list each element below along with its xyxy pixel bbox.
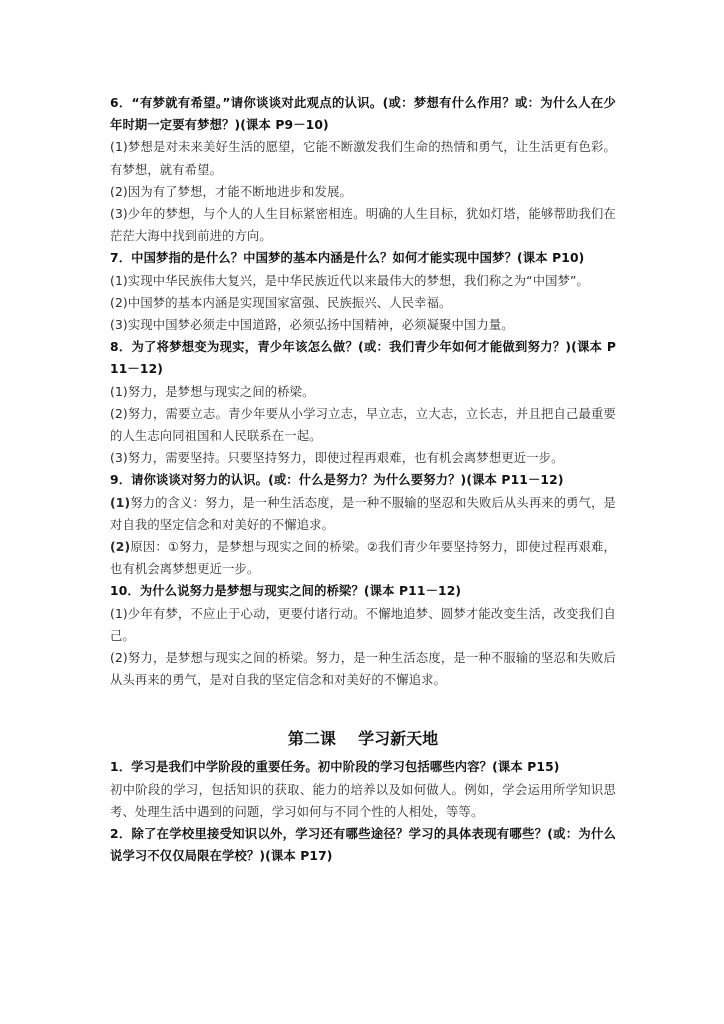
- question-heading: 6．“有梦就有希望。”请你谈谈对此观点的认识。(或：梦想有什么作用？或：为什么人在少年时期一定要有梦想？)(课本 P9－10): [110, 96, 616, 133]
- answer-paragraph: [110, 536, 616, 580]
- question-heading: 1．学习是我们中学阶段的重要任务。初中阶段的学习包括哪些内容？(课本 P15): [110, 760, 560, 775]
- document-content: [110, 92, 616, 868]
- answer-paragraph: (1)实现中华民族伟大复兴，是中华民族近代以来最伟大的梦想，我们称之为“中国梦”。: [110, 273, 589, 288]
- question-heading: 7．中国梦指的是什么？中国梦的基本内涵是什么？如何才能实现中国梦？(课本 P10): [110, 251, 585, 266]
- answer-paragraph: (2)因为有了梦想，才能不断地进步和发展。: [110, 184, 352, 199]
- answer-paragraph: (2)中国梦的基本内涵是实现国家富强、民族振兴、人民幸福。: [110, 295, 452, 310]
- section-spacer: [110, 691, 616, 726]
- answer-paragraph: (2)努力，是梦想与现实之间的桥梁。努力，是一种生活态度，是一种不服输的坚忍和失败后从头再来的勇气，是对自我的坚定信念和对美好的不懈追求。: [110, 651, 616, 688]
- answer-paragraph: (3)实现中国梦必须走中国道路，必须弘扬中国精神，必须凝聚中国力量。: [110, 318, 514, 333]
- question-heading: 2．除了在学校里接受知识以外，学习还有哪些途径？学习的具体表现有哪些？(或：为什么说学习不仅仅局限在学校？)(课本 P17): [110, 827, 616, 864]
- answer-paragraph: (1)梦想是对未来美好生活的愿望，它能不断激发我们生命的热情和勇气，让生活更有色彩。有梦想，就有希望。: [110, 140, 616, 177]
- question-heading: 10．为什么说努力是梦想与现实之间的桥梁？(课本 P11－12): [110, 584, 462, 599]
- answer-point-number: (2): [110, 540, 131, 555]
- answer-text: 努力的含义：努力，是一种生活态度，是一种不服输的坚忍和失败后从头再来的勇气，是对自我的坚定信念和对美好的不懈追求。: [110, 495, 616, 532]
- answer-text: 原因：①努力，是梦想与现实之间的桥梁。②我们青少年要坚持努力，即使过程再艰难，也有机会离梦想更近一步。: [110, 540, 616, 577]
- answer-point-number: (1): [110, 495, 131, 510]
- question-heading: 8．为了将梦想变为现实，青少年该怎么做？(或：我们青少年如何才能做到努力？)(课本 P11－12): [110, 340, 616, 377]
- answer-paragraph: 初中阶段的学习，包括知识的获取、能力的培养以及如何做人。例如，学会运用所学知识思考、处理生活中遇到的问题，学习如何与不同个性的人相处，等等。: [110, 782, 616, 819]
- answer-paragraph: (2)努力，需要立志。青少年要从小学习立志，早立志，立大志，立长志，并且把自己最重要的人生志向同祖国和人民联系在一起。: [110, 406, 616, 444]
- answer-paragraph: (1)努力，是梦想与现实之间的桥梁。: [110, 384, 315, 399]
- question-heading: 9．请你谈谈对努力的认识。(或：什么是努力？为什么要努力？)(课本 P11－12): [110, 473, 564, 488]
- answer-paragraph: [110, 492, 616, 536]
- answer-paragraph: (1)少年有梦，不应止于心动，更要付诸行动。不懈地追梦、圆梦才能改变生活，改变我们自己。: [110, 606, 616, 643]
- lesson-heading: 第二课 学习新天地: [287, 729, 439, 749]
- answer-paragraph: (3)努力，需要坚持。只要坚持努力，即使过程再艰难，也有机会离梦想更近一步。: [110, 451, 564, 466]
- answer-paragraph: (3)少年的梦想，与个人的人生目标紧密相连。明确的人生目标，犹如灯塔，能够帮助我们在茫茫大海中找到前进的方向。: [110, 207, 616, 244]
